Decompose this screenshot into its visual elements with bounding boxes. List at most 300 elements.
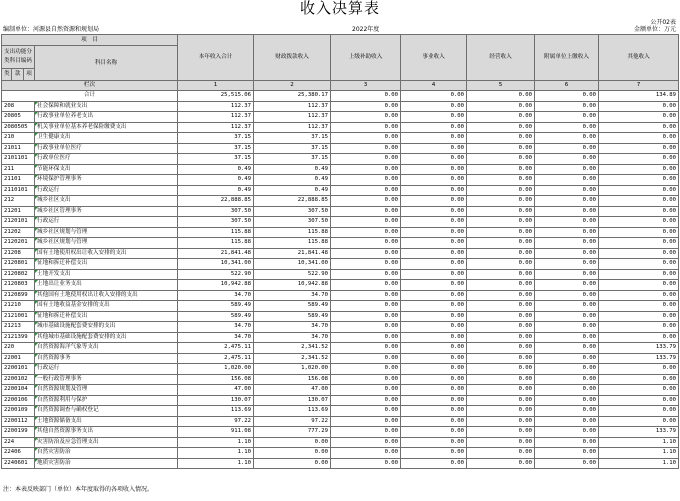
report-title: 收入决算表 xyxy=(299,0,380,17)
amount-cell: 0.00 xyxy=(599,290,679,301)
fiscal-year: 2022年度 xyxy=(352,26,380,33)
table-row xyxy=(2,395,679,406)
amount-cell: 0.00 xyxy=(331,332,401,343)
item-name: 节能环保支出 xyxy=(35,164,178,175)
amount-cell: 0.00 xyxy=(535,238,599,249)
amount-cell: 34.70 xyxy=(254,322,331,333)
amount-cell: 0.00 xyxy=(467,196,535,207)
amount-cell: 0.00 xyxy=(401,280,467,291)
amount-cell: 0.00 xyxy=(331,458,401,469)
table-row xyxy=(2,416,679,427)
func-code: 22406 xyxy=(2,448,35,459)
amount-cell: 0.00 xyxy=(535,406,599,417)
amount-cell: 0.00 xyxy=(535,133,599,144)
amount-cell: 0.00 xyxy=(599,238,679,249)
lanci-label: 栏次 xyxy=(2,81,178,91)
amount-cell: 2,475.11 xyxy=(178,353,254,364)
amount-cell: 115.88 xyxy=(178,238,254,249)
amount-cell: 34.70 xyxy=(178,290,254,301)
lei-header: 类 xyxy=(2,69,12,81)
table-row xyxy=(2,406,679,417)
amount-cell: 0.00 xyxy=(331,448,401,459)
amount-cell: 156.08 xyxy=(254,374,331,385)
func-code: 21210 xyxy=(2,301,35,312)
amount-cell: 0.00 xyxy=(535,217,599,228)
item-name: 自然灾害防治 xyxy=(35,448,178,459)
amount-cell: 0.00 xyxy=(401,122,467,133)
func-code: 2200199 xyxy=(2,427,35,438)
amount-cell: 0.00 xyxy=(467,290,535,301)
footnote: 注：本表反映部门（单位）本年度取得的各项收入情况。 xyxy=(3,486,154,493)
amount-unit: 金额单位：万元 xyxy=(633,26,676,33)
item-name: 地质灾害防治 xyxy=(35,458,178,469)
total-value: 0.00 xyxy=(331,91,401,102)
amount-cell: 2,475.11 xyxy=(178,343,254,354)
item-name: 征地和拆迁补偿支出 xyxy=(35,259,178,270)
amount-cell: 0.00 xyxy=(401,154,467,165)
amount-cell: 589.49 xyxy=(178,311,254,322)
amount-cell: 0.00 xyxy=(599,196,679,207)
income-table xyxy=(1,34,679,469)
amount-cell: 0.00 xyxy=(401,259,467,270)
amount-cell: 47.00 xyxy=(178,385,254,396)
amount-cell: 0.00 xyxy=(467,332,535,343)
table-row xyxy=(2,458,679,469)
table-row xyxy=(2,185,679,196)
item-name: 一般行政管理事务 xyxy=(35,374,178,385)
amount-cell: 0.00 xyxy=(467,385,535,396)
amount-cell: 130.07 xyxy=(178,395,254,406)
func-code: 224 xyxy=(2,437,35,448)
amount-cell: 10,341.00 xyxy=(178,259,254,270)
amount-cell: 1.10 xyxy=(178,437,254,448)
amount-cell: 22,888.85 xyxy=(178,196,254,207)
amount-cell: 0.00 xyxy=(467,206,535,217)
amount-cell: 0.00 xyxy=(467,238,535,249)
amount-cell: 0.00 xyxy=(331,259,401,270)
func-code: 2120201 xyxy=(2,238,35,249)
func-code: 2200109 xyxy=(2,406,35,417)
amount-cell: 0.00 xyxy=(401,343,467,354)
amount-cell: 21,841.48 xyxy=(178,248,254,259)
amount-cell: 0.00 xyxy=(535,164,599,175)
amount-cell: 0.00 xyxy=(331,164,401,175)
amount-cell: 0.00 xyxy=(467,259,535,270)
amount-cell: 0.00 xyxy=(599,374,679,385)
table-row xyxy=(2,175,679,186)
amount-cell: 0.00 xyxy=(401,112,467,123)
amount-cell: 0.00 xyxy=(331,227,401,238)
amount-cell: 0.00 xyxy=(535,353,599,364)
amount-cell: 34.70 xyxy=(254,332,331,343)
amount-cell: 0.00 xyxy=(331,175,401,186)
amount-cell: 0.00 xyxy=(599,154,679,165)
amount-cell: 0.00 xyxy=(331,101,401,112)
amount-cell: 0.00 xyxy=(467,164,535,175)
amount-cell: 0.00 xyxy=(599,322,679,333)
func-code: 2120803 xyxy=(2,280,35,291)
item-name: 社会保障和就业支出 xyxy=(35,101,178,112)
amount-cell: 0.00 xyxy=(331,385,401,396)
amount-cell: 0.00 xyxy=(535,227,599,238)
reporting-unit: 编制单位：河源县自然资源和规划局 xyxy=(3,26,100,33)
func-code: 211 xyxy=(2,164,35,175)
amount-cell: 0.00 xyxy=(535,269,599,280)
item-name-header: 科目名称 xyxy=(35,46,178,81)
amount-cell: 0.00 xyxy=(535,175,599,186)
amount-cell: 589.49 xyxy=(254,301,331,312)
amount-cell: 0.00 xyxy=(331,280,401,291)
func-code: 21202 xyxy=(2,227,35,238)
func-code: 21213 xyxy=(2,322,35,333)
amount-cell: 911.08 xyxy=(178,427,254,438)
amount-cell: 0.00 xyxy=(599,280,679,291)
amount-cell: 0.00 xyxy=(467,427,535,438)
amount-cell: 0.00 xyxy=(331,406,401,417)
amount-cell: 1.10 xyxy=(599,437,679,448)
item-name: 城乡社区规划与管理 xyxy=(35,227,178,238)
func-code: 2120101 xyxy=(2,217,35,228)
amount-cell: 0.00 xyxy=(535,185,599,196)
total-value: 25,380.17 xyxy=(254,91,331,102)
amount-cell: 0.00 xyxy=(467,416,535,427)
amount-cell: 0.00 xyxy=(535,122,599,133)
amount-cell: 0.00 xyxy=(401,322,467,333)
func-code: 2121399 xyxy=(2,332,35,343)
table-row xyxy=(2,269,679,280)
amount-cell: 112.37 xyxy=(178,112,254,123)
amount-cell: 0.00 xyxy=(535,322,599,333)
func-code: 22001 xyxy=(2,353,35,364)
amount-cell: 0.00 xyxy=(535,364,599,375)
amount-cell: 2,341.52 xyxy=(254,353,331,364)
amount-cell: 307.50 xyxy=(254,217,331,228)
amount-cell: 37.15 xyxy=(254,133,331,144)
amount-cell: 112.37 xyxy=(254,112,331,123)
amount-cell: 0.00 xyxy=(331,427,401,438)
col-header-other: 其他收入 xyxy=(599,35,679,81)
amount-cell: 0.00 xyxy=(599,406,679,417)
amount-cell: 0.00 xyxy=(599,259,679,270)
amount-cell: 112.37 xyxy=(254,101,331,112)
table-row xyxy=(2,143,679,154)
amount-cell: 0.00 xyxy=(535,343,599,354)
func-code: 2200106 xyxy=(2,395,35,406)
amount-cell: 0.00 xyxy=(599,385,679,396)
amount-cell: 133.79 xyxy=(599,343,679,354)
amount-cell: 0.00 xyxy=(467,217,535,228)
amount-cell: 0.00 xyxy=(401,227,467,238)
amount-cell: 0.00 xyxy=(599,301,679,312)
item-name: 行政运行 xyxy=(35,185,178,196)
item-name: 土地开发支出 xyxy=(35,269,178,280)
func-code: 2200104 xyxy=(2,385,35,396)
item-name: 其他自然资源事务支出 xyxy=(35,427,178,438)
amount-cell: 0.00 xyxy=(599,185,679,196)
amount-cell: 0.00 xyxy=(401,427,467,438)
amount-cell: 0.00 xyxy=(467,122,535,133)
table-row xyxy=(2,353,679,364)
table-row xyxy=(2,206,679,217)
amount-cell: 0.00 xyxy=(535,143,599,154)
amount-cell: 0.00 xyxy=(401,374,467,385)
amount-cell: 0.00 xyxy=(599,112,679,123)
amount-cell: 37.15 xyxy=(254,154,331,165)
item-name: 土地出让业务支出 xyxy=(35,280,178,291)
amount-cell: 0.00 xyxy=(467,227,535,238)
table-row xyxy=(2,112,679,123)
amount-cell: 0.00 xyxy=(467,353,535,364)
amount-cell: 0.00 xyxy=(467,185,535,196)
amount-cell: 0.00 xyxy=(599,248,679,259)
item-name: 城市基础设施配套费安排的支出 xyxy=(35,322,178,333)
amount-cell: 307.50 xyxy=(178,217,254,228)
amount-cell: 0.00 xyxy=(331,290,401,301)
table-row xyxy=(2,164,679,175)
item-name: 自然资源规划及管理 xyxy=(35,385,178,396)
amount-cell: 156.08 xyxy=(178,374,254,385)
col-num: 4 xyxy=(401,81,467,91)
item-name: 行政单位医疗 xyxy=(35,154,178,165)
amount-cell: 0.49 xyxy=(254,185,331,196)
item-name: 自然资源利用与保护 xyxy=(35,395,178,406)
table-row xyxy=(2,154,679,165)
table-row xyxy=(2,385,679,396)
amount-cell: 0.00 xyxy=(401,364,467,375)
xiang-header: 项 xyxy=(24,69,35,81)
table-row xyxy=(2,290,679,301)
amount-cell: 0.00 xyxy=(401,238,467,249)
table-row xyxy=(2,248,679,259)
item-name: 机关事业单位基本养老保险缴费支出 xyxy=(35,122,178,133)
amount-cell: 0.00 xyxy=(535,395,599,406)
amount-cell: 0.49 xyxy=(254,164,331,175)
amount-cell: 0.00 xyxy=(467,101,535,112)
amount-cell: 0.49 xyxy=(178,164,254,175)
amount-cell: 0.00 xyxy=(331,374,401,385)
amount-cell: 522.90 xyxy=(178,269,254,280)
amount-cell: 0.00 xyxy=(331,185,401,196)
func-code: 2120802 xyxy=(2,269,35,280)
col-header-affiliated: 附属单位上缴收入 xyxy=(535,35,599,81)
item-name: 国有土地收益基金安排的支出 xyxy=(35,301,178,312)
item-name: 城乡社区支出 xyxy=(35,196,178,207)
amount-cell: 1.10 xyxy=(599,448,679,459)
amount-cell: 0.00 xyxy=(401,206,467,217)
amount-cell: 0.00 xyxy=(467,175,535,186)
amount-cell: 0.00 xyxy=(599,227,679,238)
amount-cell: 0.00 xyxy=(401,101,467,112)
amount-cell: 0.00 xyxy=(331,364,401,375)
amount-cell: 0.49 xyxy=(254,175,331,186)
amount-cell: 113.69 xyxy=(178,406,254,417)
item-name: 自然资源调查与确权登记 xyxy=(35,406,178,417)
amount-cell: 1,020.00 xyxy=(178,364,254,375)
amount-cell: 0.00 xyxy=(331,353,401,364)
amount-cell: 0.00 xyxy=(401,448,467,459)
amount-cell: 0.00 xyxy=(254,458,331,469)
amount-cell: 0.00 xyxy=(331,143,401,154)
total-row xyxy=(2,91,679,102)
amount-cell: 10,942.88 xyxy=(178,280,254,291)
item-name: 行政运行 xyxy=(35,217,178,228)
amount-cell: 0.00 xyxy=(401,164,467,175)
amount-cell: 0.00 xyxy=(467,364,535,375)
amount-cell: 0.00 xyxy=(467,311,535,322)
amount-cell: 21,841.48 xyxy=(254,248,331,259)
amount-cell: 0.00 xyxy=(467,322,535,333)
col-header-total: 本年收入合计 xyxy=(178,35,254,81)
func-code: 2101101 xyxy=(2,154,35,165)
amount-cell: 307.50 xyxy=(254,206,331,217)
amount-cell: 112.37 xyxy=(178,101,254,112)
amount-cell: 0.00 xyxy=(599,364,679,375)
item-name: 自然资源事务 xyxy=(35,353,178,364)
amount-cell: 0.00 xyxy=(401,395,467,406)
amount-cell: 0.00 xyxy=(467,133,535,144)
amount-cell: 115.88 xyxy=(178,227,254,238)
func-code: 2120801 xyxy=(2,259,35,270)
item-name: 灾害防治及应急管理支出 xyxy=(35,437,178,448)
table-row xyxy=(2,374,679,385)
amount-cell: 0.00 xyxy=(401,406,467,417)
amount-cell: 0.00 xyxy=(254,437,331,448)
func-code: 21011 xyxy=(2,143,35,154)
amount-cell: 37.15 xyxy=(254,143,331,154)
func-code: 2110101 xyxy=(2,185,35,196)
amount-cell: 0.00 xyxy=(467,374,535,385)
amount-cell: 10,341.00 xyxy=(254,259,331,270)
amount-cell: 777.29 xyxy=(254,427,331,438)
amount-cell: 0.00 xyxy=(599,332,679,343)
amount-cell: 0.00 xyxy=(535,301,599,312)
table-row xyxy=(2,101,679,112)
amount-cell: 133.79 xyxy=(599,353,679,364)
amount-cell: 0.00 xyxy=(401,458,467,469)
project-header: 项 目 xyxy=(2,35,178,46)
amount-cell: 0.00 xyxy=(401,133,467,144)
amount-cell: 0.00 xyxy=(331,238,401,249)
item-name: 自然资源海洋气象等支出 xyxy=(35,343,178,354)
amount-cell: 0.00 xyxy=(467,154,535,165)
amount-cell: 0.00 xyxy=(401,185,467,196)
amount-cell: 0.00 xyxy=(599,122,679,133)
func-code: 2200101 xyxy=(2,364,35,375)
amount-cell: 0.00 xyxy=(535,154,599,165)
amount-cell: 0.00 xyxy=(401,416,467,427)
amount-cell: 0.00 xyxy=(599,416,679,427)
col-num: 1 xyxy=(178,81,254,91)
table-row xyxy=(2,238,679,249)
col-header-operation: 经营收入 xyxy=(467,35,535,81)
amount-cell: 0.00 xyxy=(467,395,535,406)
amount-cell: 0.00 xyxy=(331,112,401,123)
total-value: 0.00 xyxy=(535,91,599,102)
func-code: 21101 xyxy=(2,175,35,186)
amount-cell: 0.00 xyxy=(535,385,599,396)
func-code: 2200112 xyxy=(2,416,35,427)
amount-cell: 0.00 xyxy=(535,259,599,270)
func-code: 2120899 xyxy=(2,290,35,301)
table-row xyxy=(2,322,679,333)
amount-cell: 0.00 xyxy=(535,458,599,469)
amount-cell: 1,020.00 xyxy=(254,364,331,375)
total-value: 0.00 xyxy=(467,91,535,102)
amount-cell: 0.00 xyxy=(535,206,599,217)
amount-cell: 0.00 xyxy=(331,217,401,228)
amount-cell: 2,341.52 xyxy=(254,343,331,354)
amount-cell: 0.00 xyxy=(331,269,401,280)
total-value: 0.00 xyxy=(401,91,467,102)
amount-cell: 0.00 xyxy=(254,448,331,459)
amount-cell: 0.00 xyxy=(535,311,599,322)
col-header-superior: 上级补助收入 xyxy=(331,35,401,81)
amount-cell: 1.10 xyxy=(178,458,254,469)
amount-cell: 589.49 xyxy=(254,311,331,322)
table-row xyxy=(2,122,679,133)
amount-cell: 133.79 xyxy=(599,427,679,438)
func-code: 212 xyxy=(2,196,35,207)
col-num: 2 xyxy=(254,81,331,91)
amount-cell: 0.00 xyxy=(535,374,599,385)
amount-cell: 0.00 xyxy=(331,196,401,207)
func-code: 2080505 xyxy=(2,122,35,133)
amount-cell: 0.00 xyxy=(467,280,535,291)
amount-cell: 22,888.85 xyxy=(254,196,331,207)
amount-cell: 0.00 xyxy=(331,437,401,448)
amount-cell: 0.00 xyxy=(535,248,599,259)
amount-cell: 115.88 xyxy=(254,238,331,249)
amount-cell: 0.00 xyxy=(331,206,401,217)
func-code: 220 xyxy=(2,343,35,354)
form-tag: 公开02表 xyxy=(650,19,676,26)
amount-cell: 1.10 xyxy=(178,448,254,459)
amount-cell: 0.00 xyxy=(599,143,679,154)
amount-cell: 0.00 xyxy=(401,385,467,396)
amount-cell: 0.00 xyxy=(599,395,679,406)
total-value: 25,515.06 xyxy=(178,91,254,102)
table-row xyxy=(2,280,679,291)
amount-cell: 0.00 xyxy=(535,416,599,427)
amount-cell: 10,942.88 xyxy=(254,280,331,291)
amount-cell: 0.00 xyxy=(599,101,679,112)
amount-cell: 0.00 xyxy=(535,332,599,343)
amount-cell: 113.69 xyxy=(254,406,331,417)
amount-cell: 0.00 xyxy=(599,269,679,280)
amount-cell: 0.49 xyxy=(178,175,254,186)
item-name: 其他城市基础设施配套费安排的支出 xyxy=(35,332,178,343)
amount-cell: 47.00 xyxy=(254,385,331,396)
amount-cell: 0.00 xyxy=(331,154,401,165)
amount-cell: 0.00 xyxy=(599,206,679,217)
kuan-header: 款 xyxy=(12,69,24,81)
amount-cell: 522.90 xyxy=(254,269,331,280)
amount-cell: 0.00 xyxy=(401,269,467,280)
item-name: 征地和拆迁补偿支出 xyxy=(35,311,178,322)
amount-cell: 0.00 xyxy=(331,248,401,259)
amount-cell: 0.00 xyxy=(401,290,467,301)
amount-cell: 0.00 xyxy=(535,112,599,123)
amount-cell: 0.00 xyxy=(467,301,535,312)
amount-cell: 37.15 xyxy=(178,143,254,154)
item-name: 城乡社区规划与管理 xyxy=(35,238,178,249)
amount-cell: 112.37 xyxy=(178,122,254,133)
col-num: 6 xyxy=(535,81,599,91)
table-row xyxy=(2,448,679,459)
amount-cell: 0.00 xyxy=(331,311,401,322)
table-row xyxy=(2,364,679,375)
amount-cell: 0.00 xyxy=(401,196,467,207)
